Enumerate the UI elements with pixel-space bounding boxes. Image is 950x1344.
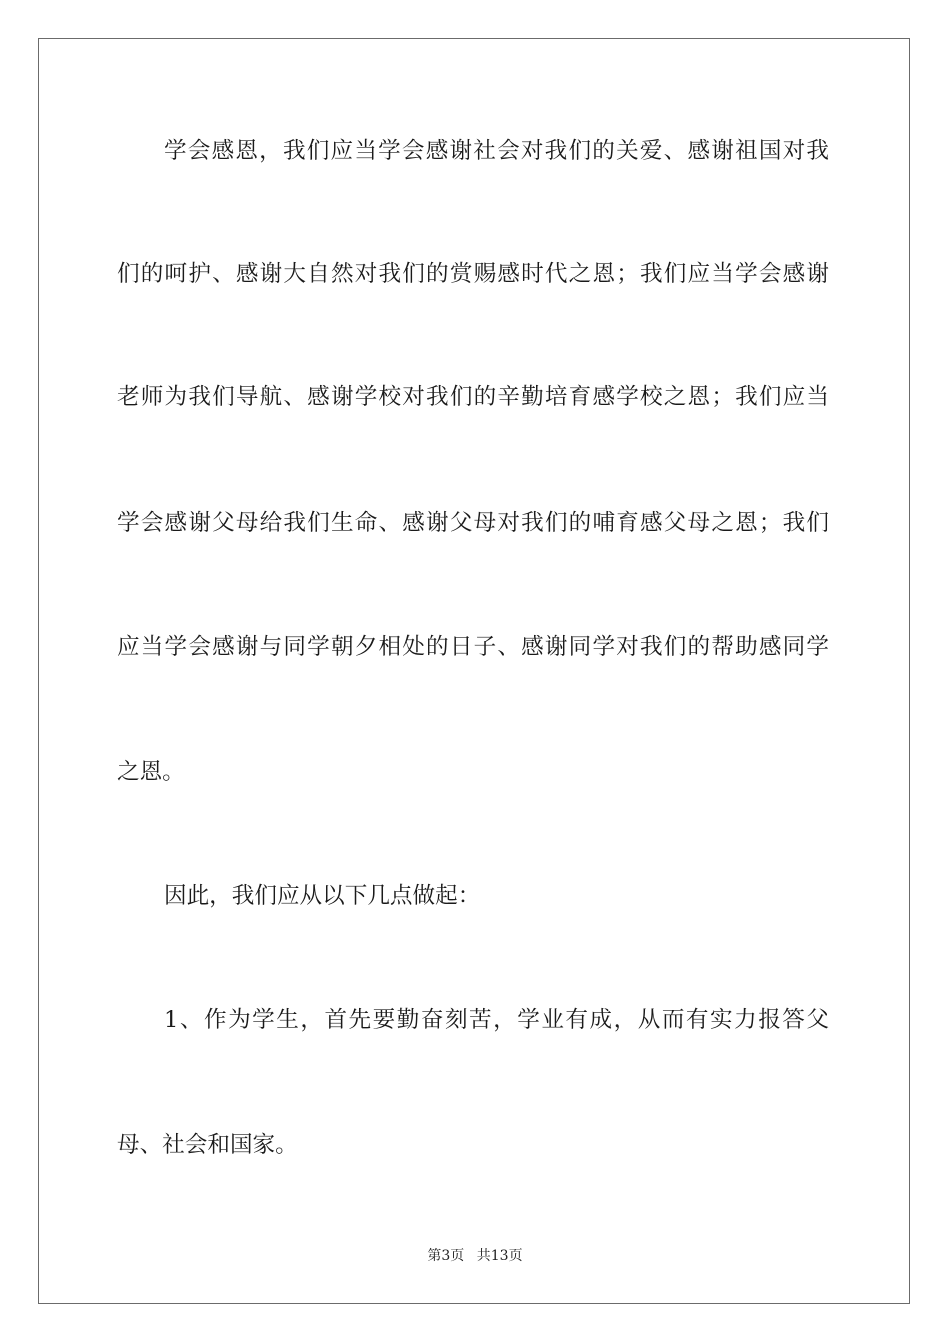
paragraph-line-7: 因此，我们应从以下几点做起： [164, 883, 481, 909]
paragraph-line-3: 老师为我们导航、感谢学校对我们的辛勤培育感学校之恩；我们应当 [117, 384, 829, 410]
paragraph-line-9: 母、社会和国家。 [117, 1132, 298, 1158]
page-total: 共13页 [476, 1248, 523, 1264]
page-number: 第3页 [427, 1248, 465, 1264]
paragraph-line-8: 1、作为学生，首先要勤奋刻苦，学业有成，从而有实力报答父 [164, 1007, 829, 1033]
paragraph-line-6: 之恩。 [117, 759, 185, 785]
paragraph-line-5: 应当学会感谢与同学朝夕相处的日子、感谢同学对我们的帮助感同学 [117, 634, 829, 660]
paragraph-line-4: 学会感谢父母给我们生命、感谢父母对我们的哺育感父母之恩；我们 [117, 510, 829, 536]
page-border [38, 38, 910, 1304]
paragraph-line-2: 们的呵护、感谢大自然对我们的赏赐感时代之恩；我们应当学会感谢 [117, 261, 829, 287]
paragraph-line-1: 学会感恩，我们应当学会感谢社会对我们的关爱、感谢祖国对我 [164, 138, 829, 164]
page-footer [0, 1246, 950, 1266]
